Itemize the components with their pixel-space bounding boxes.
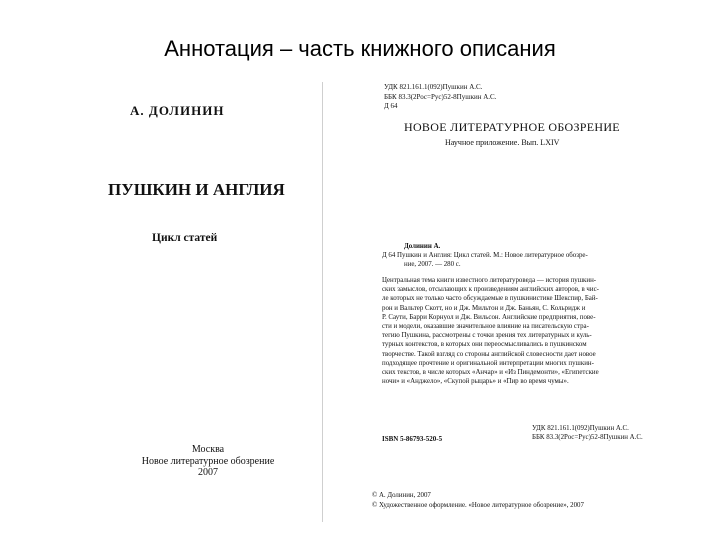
book-title: ПУШКИН И АНГЛИЯ bbox=[108, 180, 285, 199]
udc-line: УДК 821.161.1(092)Пушкин А.С. bbox=[384, 83, 483, 91]
imprint-publisher: Новое литературное обозрение bbox=[141, 455, 275, 467]
copyright-design: © Художественное оформление. «Новое литературное обозрение», 2007 bbox=[372, 501, 584, 509]
book-subtitle: Цикл статей bbox=[152, 232, 218, 244]
bbk-line: ББК 83.3(2Рос=Рус)52-8Пушкин А.С. bbox=[384, 92, 497, 101]
annotation-line: ле которых не только часто обсуждаемые в пушкинистике Шекспир, Бай- bbox=[382, 295, 598, 303]
series-name: НОВОЕ ЛИТЕРАТУРНОЕ ОБОЗРЕНИЕ bbox=[404, 120, 620, 134]
imprint-city: Москва bbox=[191, 444, 225, 455]
udc-line: УДК 821.161.1(092)Пушкин А.С. bbox=[532, 425, 629, 432]
biblio-line: Д 64 Пушкин и Англия: Цикл статей. М.: Новое литературное обозре- bbox=[382, 252, 588, 259]
biblio-line: ние, 2007. — 280 с. bbox=[404, 261, 461, 268]
imprint bbox=[108, 444, 308, 479]
isbn: ISBN 5-86793-520-5 bbox=[382, 435, 443, 443]
annotation-line: турных контекстов, в которых они переосмысливались в пушкинском bbox=[382, 341, 587, 349]
annotation-line: сти и модели, оказавшие значительное влияние на писательскую стра- bbox=[382, 323, 589, 331]
biblio-author: Долинин А. bbox=[404, 243, 441, 250]
annotation-line: творчестве. Такой взгляд со стороны английской словесности дает новое bbox=[382, 350, 596, 358]
slide-title: Аннотация – часть книжного описания bbox=[164, 36, 556, 61]
annotation-line: тегию Пушкина, рассмотрены с точки зрения тех литературных и куль- bbox=[382, 332, 592, 340]
imprint-year: 2007 bbox=[198, 467, 218, 478]
series-subtitle: Научное приложение. Вып. LXIV bbox=[445, 138, 560, 147]
annotation-line: ских замыслов, отсылающих к произведениям английских авторов, в чис- bbox=[382, 286, 599, 294]
author-name: А. ДОЛИНИН bbox=[130, 103, 225, 118]
copyright-notices bbox=[372, 491, 584, 511]
author-mark: Д 64 bbox=[384, 102, 398, 111]
udc-classification-bottom bbox=[532, 424, 643, 442]
annotation-line: ских текстов, в числе которых «Анчар» и «Из Пиндемонти», «Египетские bbox=[382, 369, 599, 377]
copyright-author: © А. Долинин, 2007 bbox=[372, 492, 431, 499]
bibliographic-entry bbox=[382, 242, 644, 269]
annotation-line: Центральная тема книги известного литературоведа — история пушкин- bbox=[382, 277, 597, 284]
annotation-line: подходящее прочтение и оригинальной интерпретации многих пушкин- bbox=[382, 359, 594, 367]
annotation-text bbox=[382, 276, 644, 386]
bbk-line: ББК 83.3(2Рос=Рус)52-8Пушкин А.С. bbox=[532, 434, 643, 441]
annotation-line: Р. Саути, Барри Корнуол и Дж. Вильсон. Английские предприятия, пове- bbox=[382, 313, 596, 321]
annotation-line: ночи» и «Анджело», «Скупой рыцарь» и «Пир во время чумы». bbox=[382, 378, 569, 386]
udc-classification-top bbox=[384, 83, 496, 112]
page-divider bbox=[322, 82, 323, 522]
annotation-line: рон и Вальтер Скотт, но и Дж. Мильтон и Дж. Баньян, С. Кольридж и bbox=[382, 304, 586, 312]
